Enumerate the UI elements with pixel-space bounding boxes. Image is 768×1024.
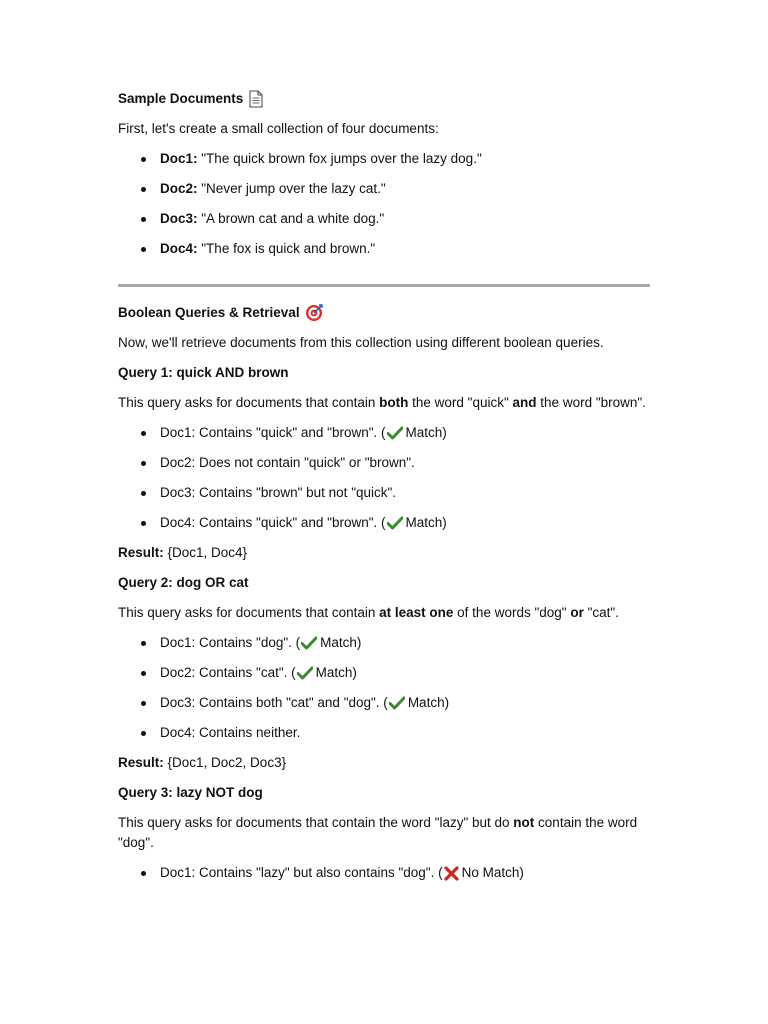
section-divider (118, 284, 650, 287)
query-description: This query asks for documents that contain the word "lazy" but do not contain the word "dog". (118, 815, 641, 850)
list-item: Doc1: Contains "lazy" but also contains "dog". ( No Match) (118, 863, 650, 883)
list-item: Doc3: Contains "brown" but not "quick". (118, 483, 650, 503)
list-item: Doc2: "Never jump over the lazy cat." (118, 179, 650, 199)
query-result-list (118, 423, 650, 533)
checkmark-icon (297, 666, 313, 680)
list-item: Doc3: "A brown cat and a white dog." (118, 209, 650, 229)
list-item: Doc4: Contains neither. (118, 723, 650, 743)
list-item: Doc1: "The quick brown fox jumps over the lazy dog." (118, 149, 650, 169)
intro-text: Now, we'll retrieve documents from this collection using different boolean queries. (118, 335, 604, 350)
intro-text: First, let's create a small collection of four documents: (118, 121, 439, 136)
query-result-list (118, 633, 650, 743)
query-description: This query asks for documents that contain at least one of the words "dog" or "cat". (118, 605, 619, 620)
list-item: Doc4: "The fox is quick and brown." (118, 239, 650, 259)
list-item: Doc4: Contains "quick" and "brown". ( Match) (118, 513, 650, 533)
list-item: Doc1: Contains "dog". ( Match) (118, 633, 650, 653)
query-result-list (118, 863, 650, 883)
heading-text: Sample Documents (118, 91, 244, 106)
target-icon (305, 304, 323, 322)
list-item: Doc2: Contains "cat". ( Match) (118, 663, 650, 683)
heading-text: Boolean Queries & Retrieval (118, 305, 300, 320)
query-heading: Query 3: lazy NOT dog (118, 785, 263, 800)
query-heading: Query 1: quick AND brown (118, 365, 289, 380)
checkmark-icon (389, 696, 405, 710)
query-description: This query asks for documents that contain both the word "quick" and the word "brown". (118, 395, 646, 410)
query-result: Result: {Doc1, Doc2, Doc3} (118, 755, 287, 770)
document-icon (248, 90, 264, 108)
checkmark-icon (301, 636, 317, 650)
list-item: Doc2: Does not contain "quick" or "brown". (118, 453, 650, 473)
cross-mark-icon (444, 866, 459, 881)
list-item: Doc1: Contains "quick" and "brown". ( Match) (118, 423, 650, 443)
document-list (118, 149, 650, 259)
section-heading-sample-documents (118, 88, 650, 110)
checkmark-icon (387, 516, 403, 530)
section-heading-boolean-queries (118, 302, 650, 324)
checkmark-icon (387, 426, 403, 440)
query-heading: Query 2: dog OR cat (118, 575, 249, 590)
document-page (118, 88, 650, 883)
list-item: Doc3: Contains both "cat" and "dog". ( Match) (118, 693, 650, 713)
query-result: Result: {Doc1, Doc4} (118, 545, 248, 560)
